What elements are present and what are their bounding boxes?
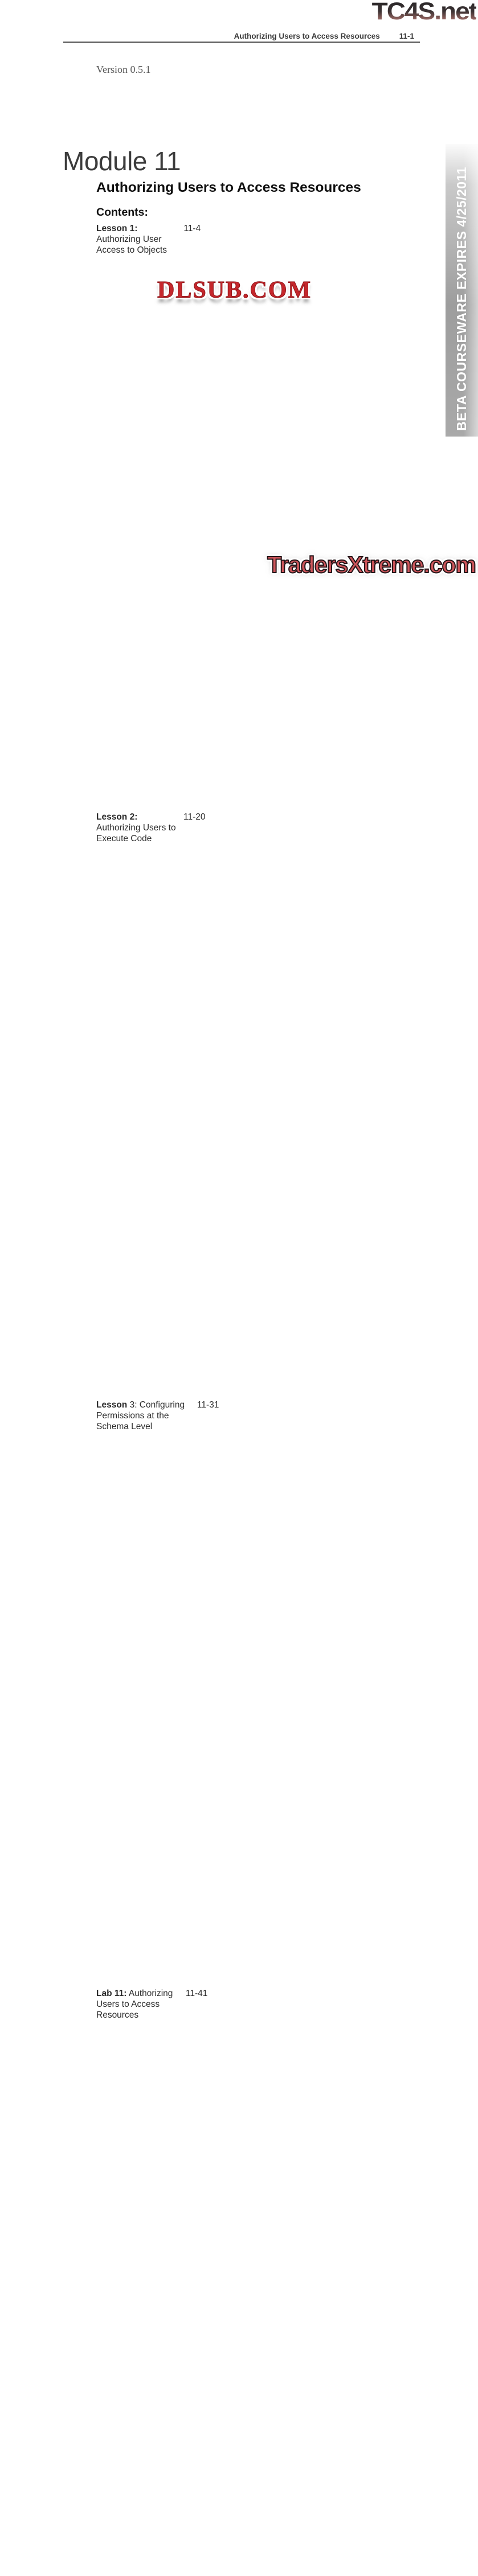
toc-entry-text (96, 1400, 197, 1432)
toc-entry-page: 11-31 (197, 1400, 414, 1982)
toc-entry-title: Authorizing User Access to Objects (96, 234, 167, 255)
toc-entry-text (96, 223, 183, 256)
toc-row-lesson-1 (96, 223, 414, 806)
toc-entry-page: 11-20 (183, 812, 414, 1394)
module-title: Module 11 (63, 146, 181, 176)
toc-entry-page: 11-41 (186, 1988, 414, 2571)
toc-row-lesson-2 (96, 812, 414, 1394)
toc-entry-title: Authorizing Users to Access Resources (96, 1988, 173, 2020)
dlsub-watermark: DLSUB.COM (157, 277, 312, 303)
toc-entry-title: 3: Configuring Permissions at the Schema Level (96, 1400, 185, 1431)
beta-courseware-banner-text: BETA COURSEWARE EXPIRES 4/25/2011 (454, 167, 469, 431)
running-header-page-number: 11-1 (399, 32, 414, 40)
toc-entry-prefix: Lesson (96, 1400, 128, 1410)
contents-label: Contents: (96, 206, 148, 219)
running-header-title: Authorizing Users to Access Resources (234, 32, 380, 40)
module-subtitle: Authorizing Users to Access Resources (96, 180, 361, 195)
toc-entry-prefix: Lesson 1: (96, 224, 138, 233)
toc-entry-page: 11-4 (183, 223, 414, 806)
toc-entry-prefix: Lab 11: (96, 1988, 127, 1998)
version-label: Version 0.5.1 (96, 64, 151, 75)
toc-row-lab-11 (96, 1988, 414, 2571)
toc-entry-prefix: Lesson 2: (96, 812, 138, 822)
header-rule (63, 42, 420, 43)
toc-entry-title: Authorizing Users to Execute Code (96, 822, 176, 843)
toc-entry-text (96, 812, 183, 844)
toc-row-lesson-3 (96, 1400, 414, 1982)
running-header (234, 32, 414, 40)
tradersxtreme-watermark: TradersXtreme.com (267, 552, 476, 578)
beta-courseware-banner (446, 144, 478, 437)
tc4s-logo-watermark: TC4S.net (371, 0, 476, 25)
toc-entry-text (96, 1988, 186, 2021)
